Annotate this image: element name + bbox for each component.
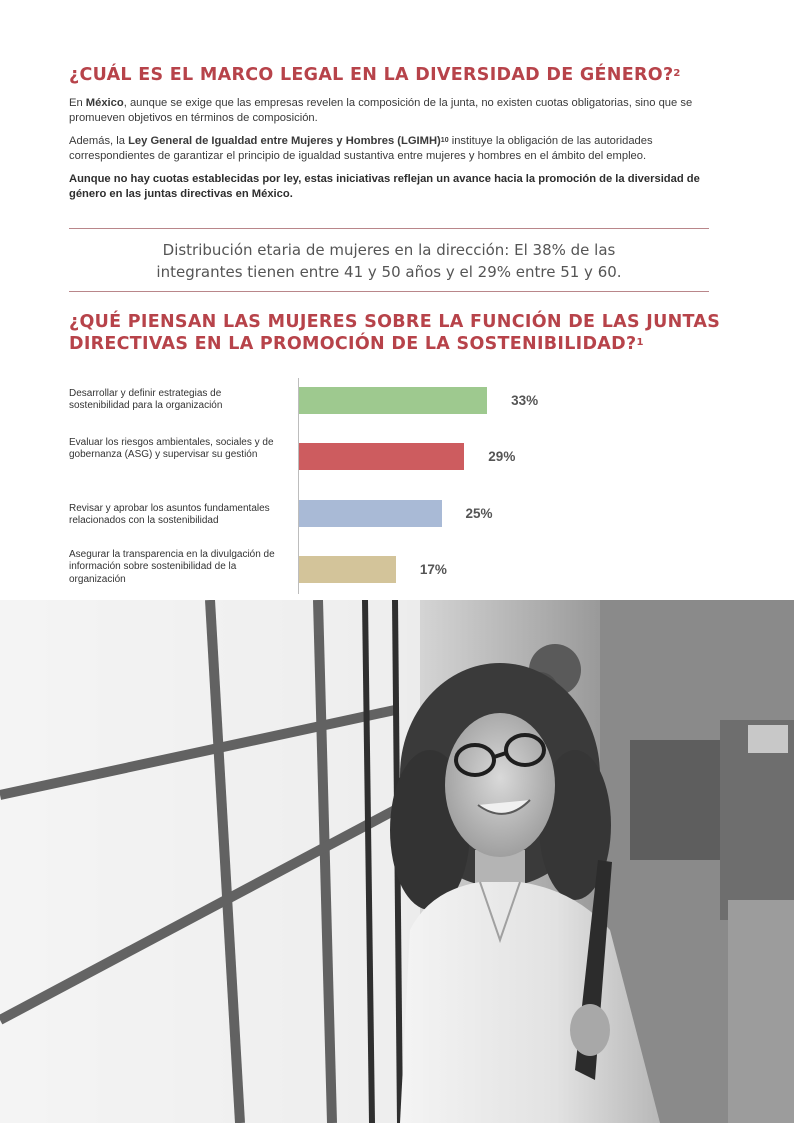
bar-value-label: 33% xyxy=(511,393,539,408)
callout-line-2: integrantes tienen entre 41 y 50 años y el 29% entre 51 y 60. xyxy=(156,263,622,281)
bar xyxy=(299,443,464,470)
callout-line-1: Distribución etaria de mujeres en la dirección: El 38% de las xyxy=(162,241,616,259)
footnote-ref: 2 xyxy=(673,68,681,79)
bar-value-label: 25% xyxy=(465,506,493,521)
bar-value-label: 17% xyxy=(419,562,447,577)
category-label: Evaluar los riesgos ambientales, sociales y de gobernanza (ASG) y supervisar su gestión xyxy=(69,437,274,461)
footnote-ref: 1 xyxy=(636,337,644,348)
title-line-2: DIRECTIVAS EN LA PROMOCIÓN DE LA SOSTENIBILIDAD? xyxy=(69,334,637,354)
category-label: Desarrollar y definir estrategias de sostenibilidad para la organización xyxy=(69,388,223,412)
category-label: Asegurar la transparencia en la divulgación de información sobre sostenibilidad de la organización xyxy=(69,549,275,585)
category-label: Revisar y aprobar los asuntos fundamentales relacionados con la sostenibilidad xyxy=(69,503,270,527)
bar xyxy=(299,500,442,527)
paragraph-mexico: En México, aunque se exige que las empresas revelen la composición de la junta, no existen cuotas obligatorias, sino que se promueven objetivos en términos de composición. xyxy=(69,97,693,124)
legal-framework-title: ¿CUÁL ES EL MARCO LEGAL EN LA DIVERSIDAD DE GÉNERO?$^2$ xyxy=(69,65,681,85)
paragraph-conclusion: Aunque no hay cuotas establecidas por ley, estas iniciativas reflejan un avance hacia la promoción de la diversidad de género en las juntas directivas en México. xyxy=(69,173,700,200)
paragraph-lgimh: Además, la Ley General de Igualdad entre Mujeres y Hombres (LGIMH)$^{10}$ instituye la obligación de las autoridades correspondientes de garantizar el principio de igualdad sustantiva entre mujeres y hombres en el ámbito del empleo. xyxy=(69,135,653,162)
bar-value-label: 29% xyxy=(488,449,516,464)
photo-illustration xyxy=(0,600,794,1123)
title-line-1: ¿QUÉ PIENSAN LAS MUJERES SOBRE LA FUNCIÓN DE LAS JUNTAS xyxy=(69,312,721,332)
bar xyxy=(299,556,396,583)
footnote-ref: 10 xyxy=(440,137,449,145)
bar xyxy=(299,387,487,414)
woman-portrait-photo xyxy=(0,600,794,1123)
